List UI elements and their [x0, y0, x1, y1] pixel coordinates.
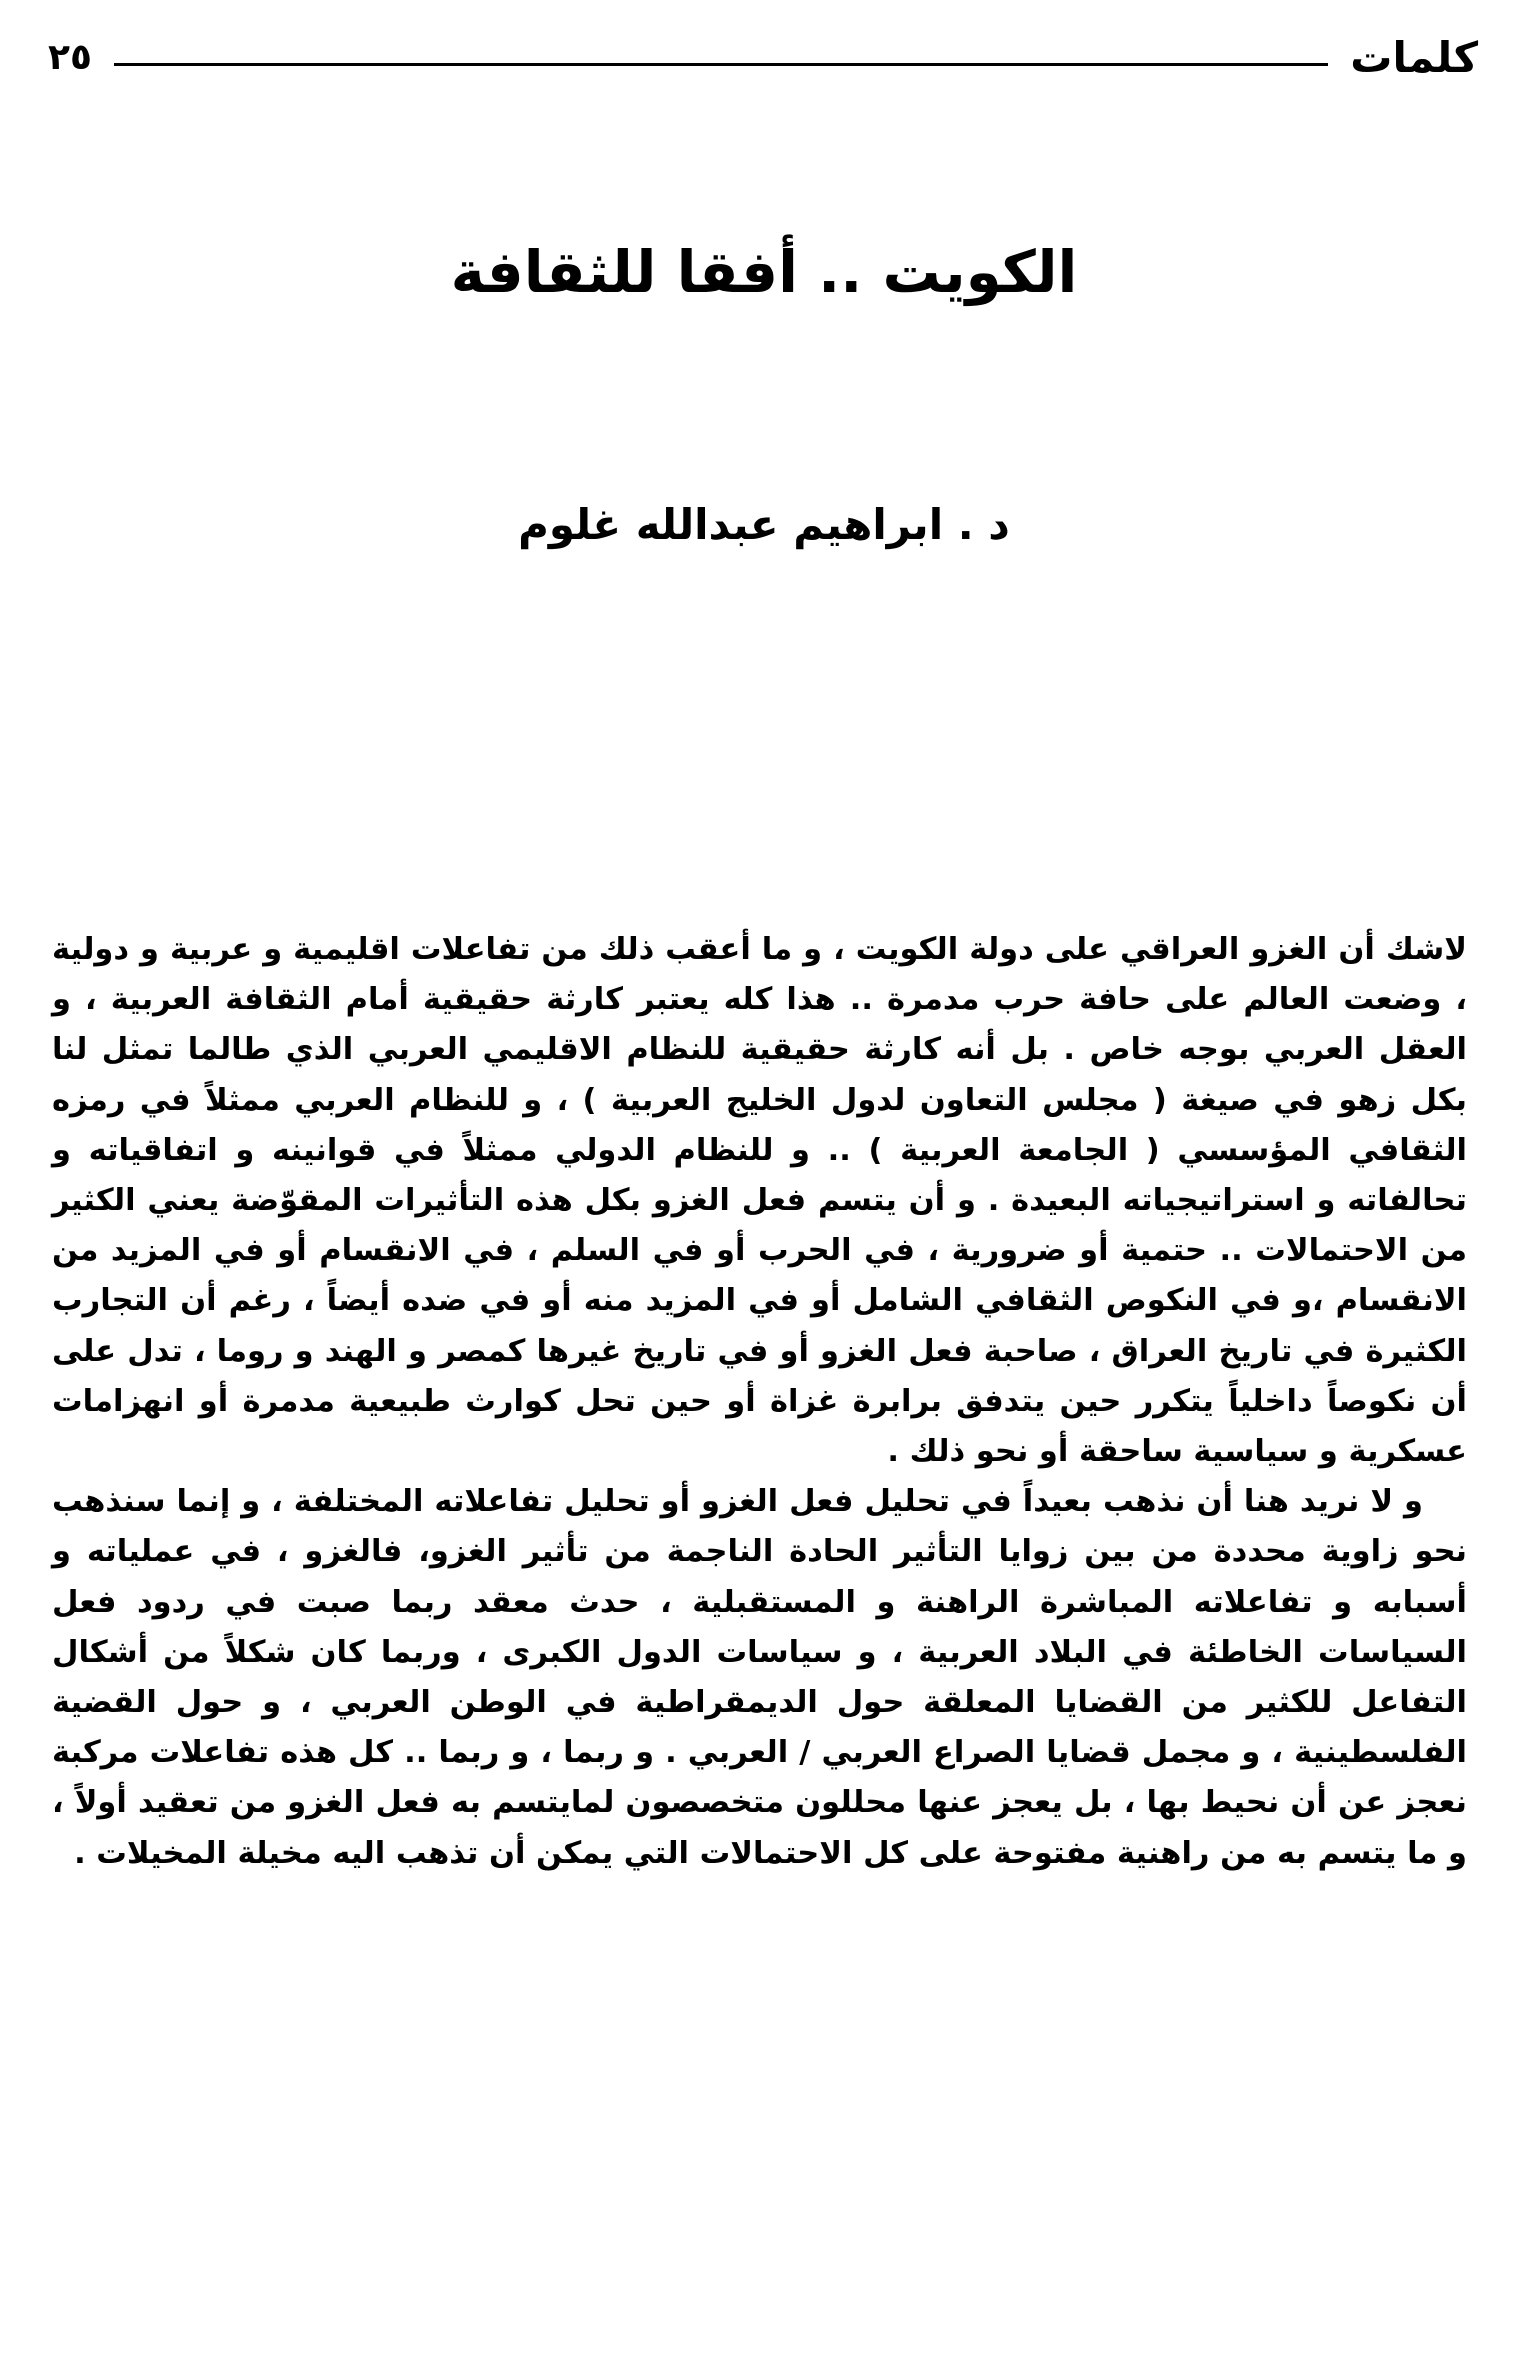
body-paragraph-2: و لا نريد هنا أن نذهب بعيداً في تحليل فعل الغزو أو تحليل تفاعلاته المختلفة ، و إنما سنذهب نحو زاوية محددة من بين زوايا التأثير الحادة الناجمة من تأثير الغزو، فالغزو ، في عملياته و أسبابه و تفاعلاته المباشرة الراهنة و المستقبلية ، حدث معقد ربما صبت في ردود فعل السياسات الخاطئة في البلاد العربية ، و سياسات الدول الكبرى ، وربما كان شكلاً من أشكال التفاعل للكثير من القضايا المعلقة حول الديمقراطية في الوطن العربي ، و حول القضية الفلسطينية ، و مجمل قضايا الصراع العربي / العربي . و ربما ، و ربما .. كل هذه تفاعلات مركبة نعجز عن أن نحيط بها ، بل يعجز عنها محللون متخصصون لمايتسم به فعل الغزو من تعقيد أولاً ، و ما يتسم به من راهنية مفتوحة على كل الاحتمالات التي يمكن أن تذهب اليه مخيلة المخيلات . [52, 1484, 1467, 1871]
header-rule [114, 63, 1328, 66]
article-title: الكويت .. أفقا للثقافة [450, 238, 1078, 306]
body-paragraph-1: لاشك أن الغزو العراقي على دولة الكويت ، و ما أعقب ذلك من تفاعلات اقليمية و عربية و دولية ، وضعت العالم على حافة حرب مدمرة .. هذا كله يعتبر كارثة حقيقية أمام الثقافة العربية ، و العقل العربي بوجه خاص . بل أنه كارثة حقيقية للنظام الاقليمي العربي الذي طالما تمثل لنا بكل زهو في صيغة ( مجلس التعاون لدول الخليج العربية ) ، و للنظام العربي ممثلاً في رمزه الثقافي المؤسسي ( الجامعة العربية ) .. و للنظام الدولي ممثلاً في قوانينه و اتفاقياته و تحالفاته و استراتيجياته البعيدة . و أن يتسم فعل الغزو بكل هذه التأثيرات المقوّضة يعني الكثير من الاحتمالات .. حتمية أو ضرورية ، في الحرب أو في السلم ، في الانقسام أو في المزيد من الانقسام ،و في النكوص الثقافي الشامل أو في المزيد منه أو في ضده أيضاً ، رغم أن التجارب الكثيرة في تاريخ العراق ، صاحبة فعل الغزو أو في تاريخ غيرها كمصر و الهند و روما ، تدل على أن نكوصاً داخلياً يتكرر حين يتدفق برابرة غزاة أو حين تحل كوارث طبيعية مدمرة أو انهزامات عسكرية و سياسية ساحقة أو نحو ذلك . [52, 932, 1467, 1470]
article-body [52, 925, 1467, 1879]
running-header [48, 28, 1478, 88]
article-author: د . ابراهيم عبدالله غلوم [518, 500, 1010, 549]
journal-name: كلمات [1350, 33, 1478, 82]
page-number: ٢٥ [48, 37, 92, 78]
